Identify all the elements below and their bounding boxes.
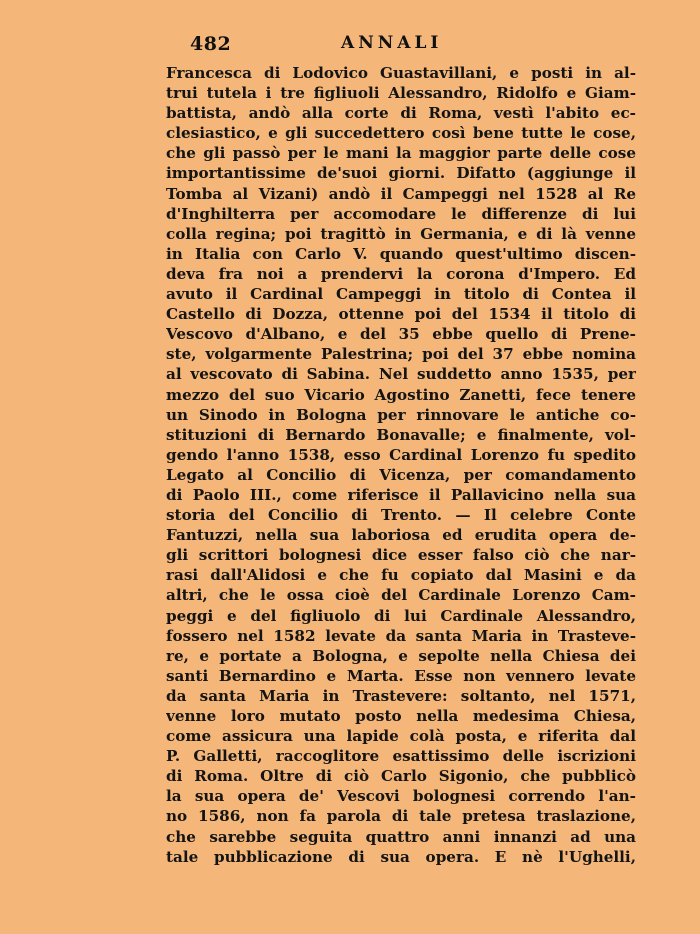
text-line: Francesca di Lodovico Guastavillani, e posti in al- (166, 64, 636, 82)
text-line: Legato al Concilio di Vicenza, per comandamento (166, 465, 636, 484)
text-line: P. Galletti, raccoglitore esattissimo delle iscrizioni (166, 747, 636, 766)
text-line: mezzo del suo Vicario Agostino Zanetti, fece tenere (166, 385, 636, 404)
text-line: altri, che le ossa cioè del Cardinale Lorenzo Cam- (166, 586, 636, 605)
text-line: clesiastico, e gli succedettero così bene tutte le cose, (166, 124, 636, 143)
text-line: trui tutela i tre figliuoli Alessandro, Ridolfo e Giam- (166, 84, 636, 103)
text-line: di Roma. Oltre di ciò Carlo Sigonio, che pubblicò (166, 767, 636, 786)
text-line: colla regina; poi tragittò in Germania, e di là venne (166, 224, 636, 243)
page-header (0, 33, 700, 57)
text-line: che gli passò per le mani la maggior parte delle cose (166, 144, 636, 163)
text-line: Tomba al Vizani) andò il Campeggi nel 1528 al Re (166, 184, 636, 203)
text-line: che sarebbe seguita quattro anni innanzi ad una (166, 827, 636, 846)
text-line: Fantuzzi, nella sua laboriosa ed erudita opera de- (166, 526, 636, 545)
text-line: no 1586, non fa parola di tale pretesa traslazione, (166, 807, 636, 826)
text-line: re, e portate a Bologna, e sepolte nella Chiesa dei (166, 646, 636, 665)
text-line: come assicura una lapide colà posta, e riferita dal (166, 727, 636, 746)
page-number: 482 (190, 33, 232, 55)
text-line: Castello di Dozza, ottenne poi del 1534 il titolo di (166, 305, 636, 324)
text-line: Vescovo d'Albano, e del 35 ebbe quello di Prene- (166, 325, 636, 344)
running-head: ANNALI (341, 33, 443, 53)
text-line: di Paolo III., come riferisce il Pallavicino nella sua (166, 485, 636, 504)
text-line: santi Bernardino e Marta. Esse non vennero levate (166, 666, 636, 685)
text-line: d'Inghilterra per accomodare le differenze di lui (166, 204, 636, 223)
text-line: battista, andò alla corte di Roma, vestì l'abito ec- (166, 104, 636, 123)
text-line: fossero nel 1582 levate da santa Maria in Trasteve- (166, 626, 636, 645)
text-line: in Italia con Carlo V. quando quest'ultimo discen- (166, 244, 636, 263)
text-line: ste, volgarmente Palestrina; poi del 37 ebbe nomina (166, 345, 636, 364)
text-line: peggi e del figliuolo di lui Cardinale Alessandro, (166, 606, 636, 625)
text-line: deva fra noi a prendervi la corona d'Impero. Ed (166, 264, 636, 283)
text-line: stituzioni di Bernardo Bonavalle; e finalmente, vol- (166, 425, 636, 444)
text-line: gli scrittori bolognesi dice esser falso ciò che nar- (166, 546, 636, 565)
text-line: da santa Maria in Trastevere: soltanto, nel 1571, (166, 686, 636, 705)
text-line: tale pubblicazione di sua opera. E nè l'Ughelli, (166, 847, 636, 866)
text-line: al vescovato di Sabina. Nel suddetto anno 1535, per (166, 365, 636, 384)
text-line: rasi dall'Alidosi e che fu copiato dal Masini e da (166, 566, 636, 585)
text-line: storia del Concilio di Trento. — Il celebre Conte (166, 506, 636, 525)
text-line: importantissime de'suoi giorni. Difatto (aggiunge il (166, 164, 636, 183)
body-text (166, 63, 636, 867)
text-line: venne loro mutato posto nella medesima Chiesa, (166, 707, 636, 725)
text-line: la sua opera de' Vescovi bolognesi correndo l'an- (166, 787, 636, 806)
text-line: avuto il Cardinal Campeggi in titolo di Contea il (166, 285, 636, 304)
text-line: gendo l'anno 1538, esso Cardinal Lorenzo fu spedito (166, 445, 636, 464)
text-line: un Sinodo in Bologna per rinnovare le antiche co- (166, 405, 636, 424)
